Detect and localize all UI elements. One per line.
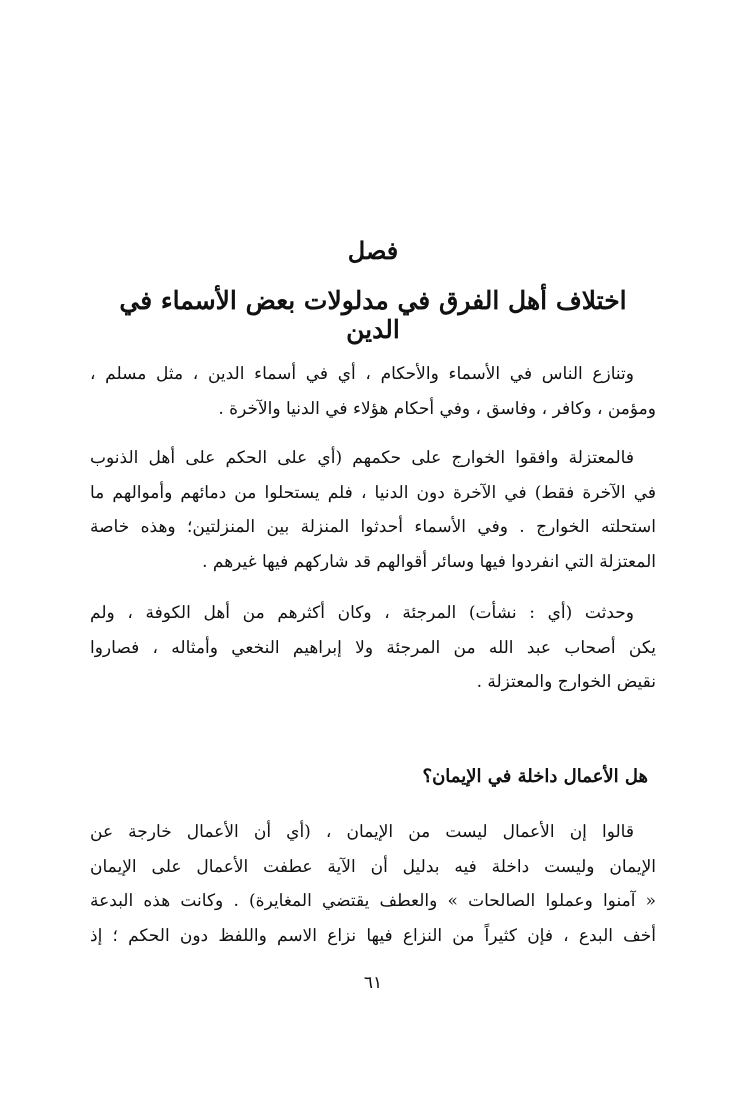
paragraph-4 <box>90 815 656 953</box>
text-line: « آمنوا وعملوا الصالحات » والعطف يقتضي المغايرة) . وكانت هذه البدعة <box>90 891 656 911</box>
text-line: الإيمان وليست داخلة فيه بدليل أن الآية عطفت الأعمال على الإيمان <box>90 856 656 877</box>
section-label: فصل <box>347 236 399 265</box>
text-line: المعتزلة التي انفردوا فيها وسائر أقوالهم قد شاركهم فيها غيرهم . <box>202 551 656 572</box>
text-line: فالمعتزلة وافقوا الخوارج على حكمهم (أي على الحكم على أهل الذنوب <box>90 448 634 468</box>
paragraph-3 <box>90 596 656 700</box>
text-line: قالوا إن الأعمال ليست من الإيمان ، (أي أن الأعمال خارجة عن <box>90 822 634 842</box>
section-subheading: هل الأعمال داخلة في الإيمان؟ <box>422 766 648 787</box>
text-line: وحدثت (أي : نشأت) المرجئة ، وكان أكثرهم من أهل الكوفة ، ولم <box>90 603 634 623</box>
paragraph-2 <box>90 441 656 579</box>
text-line: نقيض الخوارج والمعتزلة . <box>476 672 656 692</box>
text-line: في الآخرة فقط) في الآخرة دون الدنيا ، فلم يستحلوا من دمائهم وأموالهم ما <box>90 482 656 503</box>
text-line: ومؤمن ، وكافر ، وفاسق ، وفي أحكام هؤلاء في الدنيا والآخرة . <box>218 398 656 419</box>
chapter-title: اختلاف أهل الفرق في مدلولات بعض الأسماء في الدين <box>119 286 627 344</box>
text-line: وتنازع الناس في الأسماء والأحكام ، أي في أسماء الدين ، مثل مسلم ، <box>90 364 634 384</box>
text-line: استحلته الخوارج . وفي الأسماء أحدثوا المنزلة بين المنزلتين؛ وهذه خاصة <box>90 517 656 537</box>
paragraph-1 <box>90 357 656 426</box>
page-number: ٦١ <box>363 973 383 993</box>
text-line: أخف البدع ، فإن كثيراً من النزاع فيها نزاع الاسم واللفظ دون الحكم ؛ إذ <box>90 925 656 946</box>
text-line: يكن أصحاب عبد الله من المرجئة ولا إبراهيم النخعي وأمثاله ، فصاروا <box>90 637 656 658</box>
